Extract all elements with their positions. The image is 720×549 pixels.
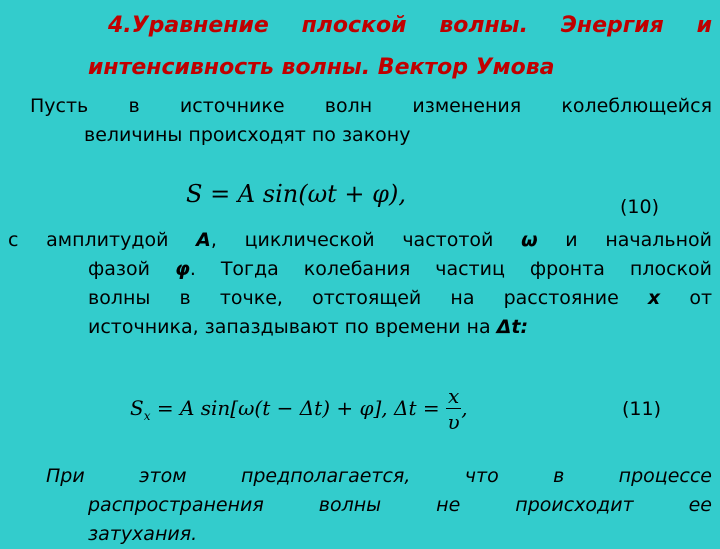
note-line-2: распространения волны не происходит ее [88,494,712,516]
equation-11: $S_x = A$ sin[ω(t − Δt) + φ], Δt = $\frac{x}{\upsilon}$ , [130,384,468,434]
desc-line-2: фазой φ. Тогда колебания частиц фронта плоской [88,258,712,280]
title-line-1: 4.Уравнение плоской волны. Энергия и [108,13,712,38]
note-line-1: При этом предполагается, что в процессе [46,465,712,487]
description-paragraph [8,226,712,342]
desc-line-4: источника, запаздывают по времени на Δt: [88,316,529,338]
equation-11-number: (11) [622,398,662,420]
note-line-3: затухания. [88,523,198,545]
equation-10-number: (10) [620,196,660,218]
equation-10: S = A sin(ωt + φ), [186,180,406,208]
intro-line-2: величины происходят по закону [84,124,411,146]
note-paragraph [46,462,712,549]
title-line-2: интенсивность волны. Вектор Умова [88,55,555,80]
desc-line-1: с амплитудой A, циклической частотой ω и начальной [8,229,712,251]
intro-line-1: Пусть в источнике волн изменения колеблющейся [30,95,712,117]
intro-paragraph [30,92,712,150]
desc-line-3: волны в точке, отстоящей на расстояние x от [88,287,713,309]
